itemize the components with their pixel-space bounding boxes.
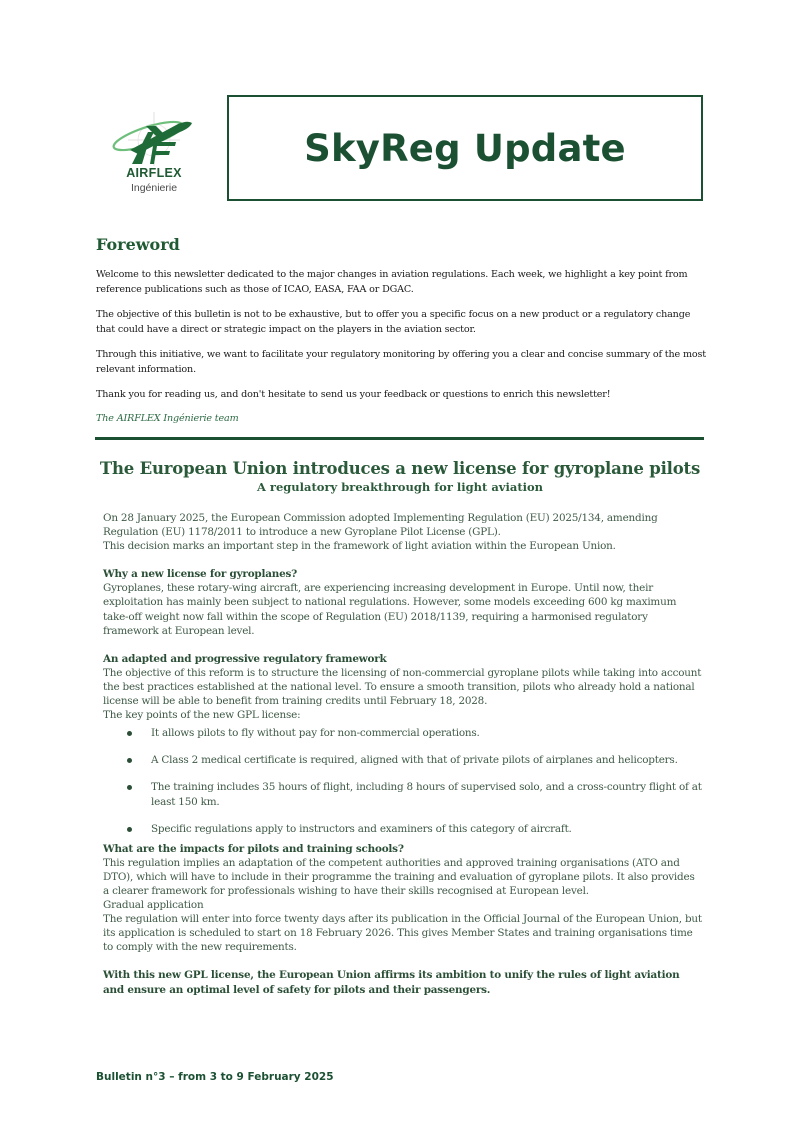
article-intro: On 28 January 2025, the European Commission adopted Implementing Regulation (EU) 2025/134, amending Regulation (EU) 1178/2011 to introduce a new Gyroplane Pilot License (GPL).	[103, 512, 658, 539]
foreword-signature: The AIRFLEX Ingénierie team	[96, 413, 239, 424]
article-body	[103, 511, 703, 997]
foreword-heading: Foreword	[96, 235, 180, 254]
bullet-icon	[127, 758, 132, 763]
article-conclusion: With this new GPL license, the European Union affirms its ambition to unify the rules of light aviation and ensure an optimal level of safety for pilots and their passengers.	[103, 969, 680, 996]
article-header	[95, 459, 705, 495]
list-item: It allows pilots to fly without pay for non-commercial operations.	[103, 726, 703, 740]
section-text-application: The regulation will enter into force twenty days after its publication in the Official Journal of the European Union, but its application is scheduled to start on 18 February 2026. This gives Member States and training organisations time to comply with the new requirements.	[103, 913, 702, 954]
section-divider	[95, 437, 704, 440]
article-subtitle: A regulatory breakthrough for light aviation	[256, 480, 544, 494]
newsletter-title: SkyReg Update	[304, 126, 626, 170]
foreword-paragraph: Thank you for reading us, and don't hesitate to send us your feedback or questions to enrich this newsletter!	[96, 389, 611, 400]
foreword-paragraph: Through this initiative, we want to facilitate your regulatory monitoring by offering you a clear and concise summary of the most relevant information.	[96, 349, 707, 375]
list-item: A Class 2 medical certificate is required, aligned with that of private pilots of airplanes and helicopters.	[103, 753, 703, 767]
section-heading-impacts: What are the impacts for pilots and training schools?	[103, 842, 404, 855]
section-text-why: Gyroplanes, these rotary-wing aircraft, are experiencing increasing development in Europe. Until now, their exploitation has mainly been subject to national regulations. However, some models exceeding 600 kg maximum take-off weight now fall within the scope of Regulation (EU) 2018/1139, requiring a harmonised regulatory framework at European level.	[103, 582, 677, 637]
section-text-impacts: This regulation implies an adaptation of the competent authorities and approved training organisations (ATO and DTO), which will have to include in their programme the training and evaluation of gyroplane pilots. It also provides a clearer framework for professionals wishing to have their skills recognised at European level.	[103, 856, 695, 897]
airflex-logo	[104, 110, 204, 198]
list-item: The training includes 35 hours of flight, including 8 hours of supervised solo, and a cross-country flight of at least 150 km.	[103, 780, 703, 808]
bullet-icon	[127, 785, 132, 790]
article-intro: This decision marks an important step in the framework of light aviation within the European Union.	[103, 540, 616, 553]
list-item: Specific regulations apply to instructors and examiners of this category of aircraft.	[103, 822, 703, 836]
section-heading-application: Gradual application	[103, 899, 204, 912]
foreword-section	[96, 235, 706, 436]
bullet-icon	[127, 731, 132, 736]
logo-company-subtitle: Ingénierie	[130, 182, 178, 194]
foreword-paragraph: Welcome to this newsletter dedicated to the major changes in aviation regulations. Each week, we highlight a key point from reference publications such as those of ICAO, EASA, FAA or DGAC.	[96, 269, 688, 295]
bulletin-footer: Bulletin n°3 – from 3 to 9 February 2025	[96, 1071, 334, 1083]
logo-company-name: AIRFLEX	[126, 166, 182, 180]
newsletter-title-box	[227, 95, 703, 201]
airflex-plane-logo-icon	[108, 110, 200, 168]
key-points-list	[103, 726, 703, 835]
bullet-icon	[127, 827, 132, 832]
key-points-intro: The key points of the new GPL license:	[103, 709, 301, 722]
article-title: The European Union introduces a new license for gyroplane pilots	[99, 459, 701, 478]
section-heading-framework: An adapted and progressive regulatory framework	[103, 652, 387, 665]
section-heading-why: Why a new license for gyroplanes?	[103, 568, 298, 581]
foreword-paragraph: The objective of this bulletin is not to be exhaustive, but to offer you a specific focus on a new product or a regulatory change that could have a direct or strategic impact on the players in the aviation sector.	[96, 309, 691, 335]
section-text-framework: The objective of this reform is to structure the licensing of non-commercial gyroplane pilots while taking into account the best practices established at the national level. To ensure a smooth transition, pilots who already hold a national license will be able to benefit from training credits until February 18, 2028.	[103, 666, 702, 708]
